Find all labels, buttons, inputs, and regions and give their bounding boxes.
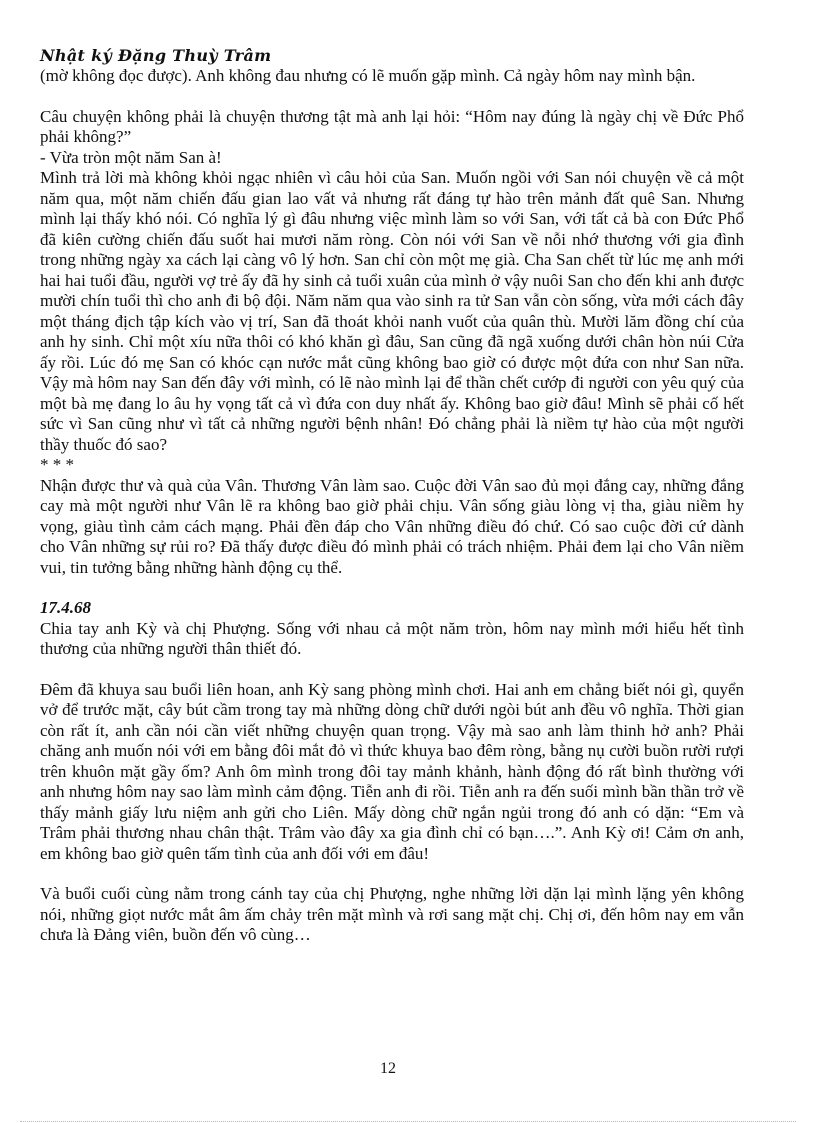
paragraph-continued: (mờ không đọc được). Anh không đau nhưng có lẽ muốn gặp mình. Cả ngày hôm nay mình bận. xyxy=(40,66,696,85)
running-header: Nhật ký Đặng Thuỳ Trâm xyxy=(40,46,272,65)
footer-divider xyxy=(20,1121,796,1122)
document-page xyxy=(40,46,744,946)
paragraph-van: Nhận được thư và quà của Vân. Thương Vân làm sao. Cuộc đời Vân sao đủ mọi đắng cay, những đắng cay mà một người như Vân lẽ ra không bao giờ phải chịu. Vân sống giàu lòng vị tha, giàu niềm hy vọng, giàu tình cảm cách mạng. Phải đền đáp cho Vân những điều đó chứ. Có sao cuộc đời cứ dành cho Vân những sự rủi ro? Đã thấy được điều đó mình phải có trách nhiệm. Phải đem lại cho Vân niềm vui, tin tưởng bằng những hành động cụ thể. xyxy=(40,475,744,577)
paragraph-farewell: Chia tay anh Kỳ và chị Phượng. Sống với nhau cả một năm tròn, hôm nay mình mới hiểu hết tình thương của những người thân thiết đó. xyxy=(40,618,744,658)
page-number: 12 xyxy=(380,1060,396,1077)
entry-date: 17.4.68 xyxy=(40,598,91,617)
paragraph-anh-ky: Đêm đã khuya sau buổi liên hoan, anh Kỳ sang phòng mình chơi. Hai anh em chẳng biết nói gì, quyển vở để trước mặt, cây bút cầm trong tay mà những dòng chữ dưới ngòi bút anh đều vô nghĩa. Thời gian còn rất ít, anh cần nói cần viết những chuyện quan trọng. Vậy mà sao anh làm thinh hở anh? Phải chăng anh muốn nói với em bằng đôi mắt đỏ vì thức khuya bao đêm ròng, bằng nụ cười buồn rười rượi trên khuôn mặt gầy ốm? Anh ôm mình trong đôi tay mảnh khảnh, hành động đó rất bình thường với anh nhưng hôm nay sao làm mình cảm động. Tiễn anh đi rồi. Tiễn anh ra đến suối mình bần thần trở về thấy mảnh giấy lưu niệm anh gửi cho Liên. Mấy dòng chữ ngắn ngủi trong đó anh có dặn: “Em và Trâm phải thương nhau chân thật. Trâm vào đây xa gia đình chỉ có bạn….”. Anh Kỳ ơi! Cảm ơn anh, em không bao giờ quên tấm tình của anh đối với em đâu! xyxy=(40,679,744,863)
paragraph-san: Mình trả lời mà không khỏi ngạc nhiên vì câu hỏi của San. Muốn ngồi với San nói chuyện về cả một năm qua, một năm chiến đấu gian lao vất vả nhưng rất đáng tự hào trên mảnh đất quê San. Nhưng mình lại thấy khó nói. Có nghĩa lý gì đâu nhưng việc mình làm so với San, với tất cả bà con Đức Phổ đã kiên cường chiến đấu suốt hai mươi năm ròng. Còn nói với San về nỗi nhớ thương với gia đình trong những ngày xa cách lại càng vô lý hơn. San chỉ còn một mẹ già. Cha San chết từ lúc mẹ anh mới hai hai tuổi đầu, người vợ trẻ ấy đã hy sinh cả tuổi xuân của mình ở vậy nuôi San cho đến khi anh được mười chín tuổi thì cho anh đi bộ đội. Năm năm qua vào sinh ra tử San vẫn còn sống, vừa mới cách đây một tháng địch tập kích vào vị trí, San đã thoát khỏi nanh vuốt của quân thù. Mười lăm đồng chí của anh hy sinh. Chỉ một xíu nữa thôi có khó khăn gì đâu, San cũng đã ngã xuống dưới chân hòn núi Cửa ấy rồi. Lúc đó mẹ San có khóc cạn nước mắt cũng không bao giờ có được một đứa con như San nữa. Vậy mà hôm nay San đến đây với mình, có lẽ nào mình lại để thần chết cướp đi người con yêu quý của một bà mẹ đang lo âu hy vọng tất cả vì đứa con duy nhất ấy. Không bao giờ đâu! Mình sẽ phải cố hết sức vì San cũng như vì tất cả những người bệnh nhân! Đó chẳng phải là niềm tự hào của một người thầy thuốc đó sao? xyxy=(40,168,744,454)
paragraph-chi-phuong: Và buổi cuối cùng nằm trong cánh tay của chị Phượng, nghe những lời dặn lại mình lặng yên không nói, những giọt nước mắt âm ấm chảy trên mặt mình và rơi sang mặt chị. Chị ơi, đến hôm nay em vẫn chưa là Đảng viên, buồn đến vô cùng… xyxy=(40,884,744,944)
paragraph-reply: - Vừa tròn một năm San à! xyxy=(40,147,222,167)
section-divider: * * * xyxy=(40,455,74,474)
paragraph-question: Câu chuyện không phải là chuyện thương tật mà anh lại hỏi: “Hôm nay đúng là ngày chị về Đức Phổ phải không?” xyxy=(40,106,744,146)
